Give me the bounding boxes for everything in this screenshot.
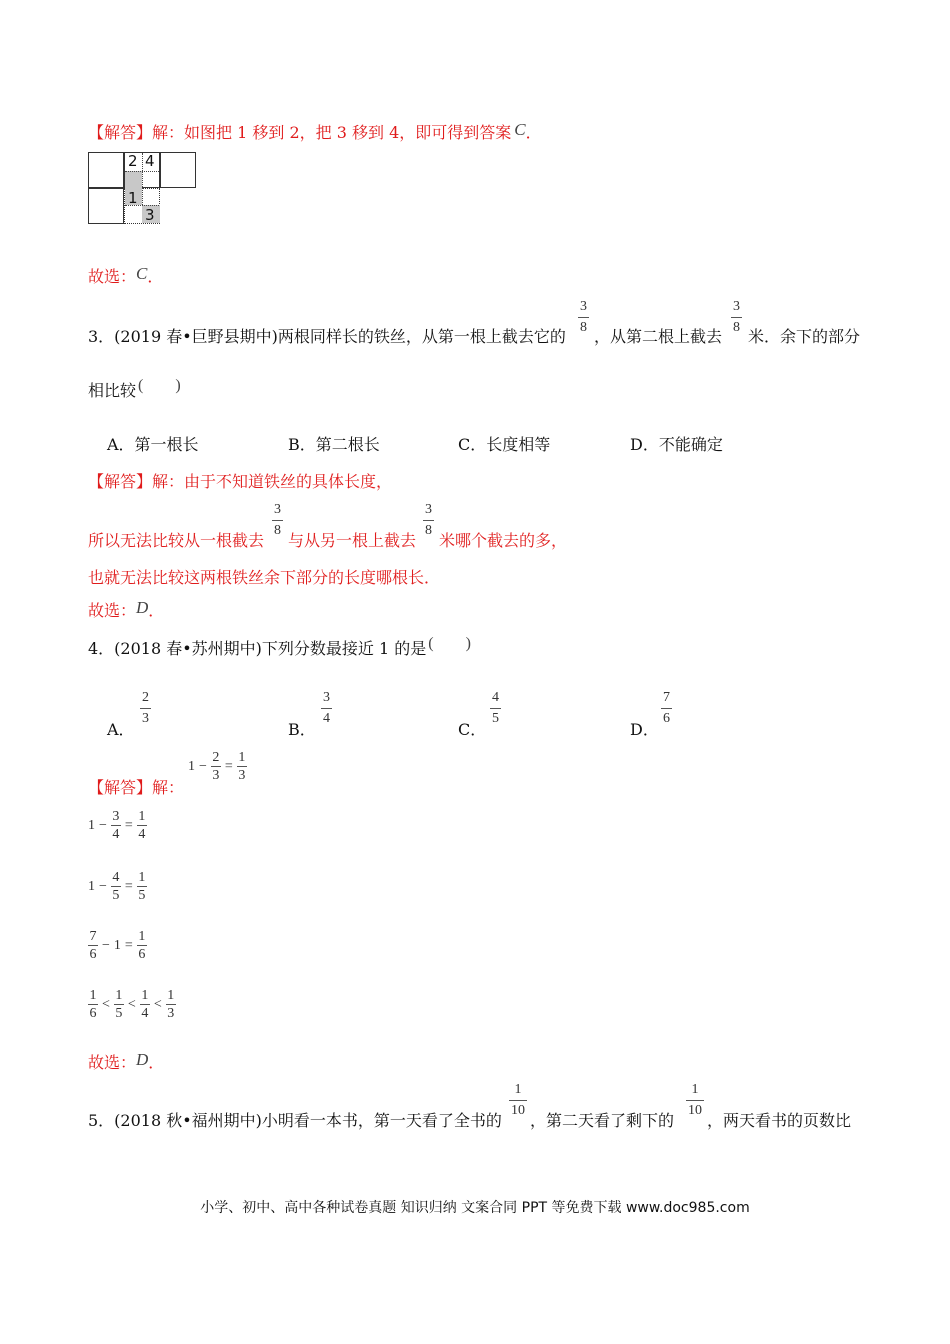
q3-stem-mid: ，从第二根上截去: [594, 327, 723, 346]
q4-option-d-label: D．: [630, 720, 659, 739]
dotted-divider: [125, 171, 159, 172]
q5-stem-b: ，第二天看了剩下的: [530, 1111, 675, 1130]
q4-equation-1: 1 − 2 3 = 1 3: [188, 750, 246, 783]
grid-cell: [160, 152, 196, 188]
q2-choice: 故选：C．: [88, 264, 164, 286]
q5-fraction-1-10: 1 10: [511, 1082, 525, 1118]
q3-choice: 故选：D．: [88, 598, 165, 620]
q3-stem-line2: 相比较 ( ): [88, 377, 181, 400]
q3-answer-line2-end: 米哪个截去的多，: [439, 531, 568, 550]
q4-option-c-fraction: 4 5: [492, 690, 499, 726]
q3-answer-fraction: 3 8: [274, 502, 281, 538]
q3-answer-line2: 所以无法比较从一根截去: [88, 531, 265, 550]
q3-answer-line1: 【解答】解：由于不知道铁丝的具体长度，: [88, 472, 393, 491]
q4-inequality: 1 6 < 1 5 < 1 4 < 1 3: [89, 988, 175, 1021]
q3-stem-end: 米．余下的部分: [748, 327, 861, 346]
q4-option-c-label: C．: [458, 720, 487, 739]
q4-stem: 4．(2018 春•苏州期中)下列分数最接近 1 的是 ( ): [88, 635, 471, 658]
answer-tag: 【解答】: [88, 123, 153, 142]
q3-answer-line3: 也就无法比较这两根铁丝余下部分的长度哪根长．: [88, 568, 441, 587]
cube-net-figure: [88, 152, 198, 224]
q5-fraction-1-10-2: 1 10: [688, 1082, 702, 1118]
q3-answer-line2-mid: 与从另一根上截去: [288, 531, 417, 550]
q3-option-b: B．第二根长: [288, 435, 380, 454]
page-footer: 小学、初中、高中各种试卷真题 知识归纳 文案合同 PPT 等免费下载 www.doc985.com: [200, 1200, 750, 1216]
q5-stem-a: 5．(2018 秋•福州期中)小明看一本书，第一天看了全书的: [88, 1111, 502, 1130]
q4-option-a-label: A．: [107, 720, 135, 739]
q3-option-d: D．不能确定: [630, 435, 723, 454]
label-4: 4: [145, 152, 155, 170]
q4-equation-2: 1 − 3 4 = 1 4: [88, 809, 146, 842]
label-2: 2: [128, 152, 138, 170]
q2-answer-line: 【解答】解：如图把 1 移到 2，把 3 移到 4，即可得到答案 C．: [88, 120, 542, 142]
answer-text: 解：如图把 1 移到 2，把 3 移到 4，即可得到答案: [152, 123, 512, 142]
q4-answer-tag: 【解答】解：: [88, 778, 185, 797]
q4-equation-3: 1 − 4 5 = 1 5: [88, 870, 146, 903]
q3-answer-fraction-2: 3 8: [425, 502, 432, 538]
q3-fraction-3-8: 3 8: [580, 299, 587, 335]
q4-option-d-fraction: 7 6: [663, 690, 670, 726]
q3-option-a: A．第一根长: [107, 435, 199, 454]
q4-option-b-label: B．: [288, 720, 316, 739]
label-1: 1: [128, 189, 138, 207]
q5-stem-c: ，两天看书的页数比: [707, 1111, 852, 1130]
label-3: 3: [145, 206, 155, 224]
q4-option-a-fraction: 2 3: [142, 690, 149, 726]
q3-option-c: C．长度相等: [458, 435, 551, 454]
grid-cell: [88, 188, 124, 224]
q4-option-b-fraction: 3 4: [323, 690, 330, 726]
q4-equation-4: 7 6 − 1 = 1 6: [89, 929, 146, 962]
dotted-divider: [142, 153, 143, 205]
q4-choice: 故选：D．: [88, 1050, 165, 1072]
q3-fraction-3-8-meter: 3 8: [733, 299, 740, 335]
answer-letter: C: [514, 120, 526, 139]
grid-cell: [88, 152, 124, 188]
q3-stem: 3．(2019 春•巨野县期中)两根同样长的铁丝，从第一根上截去它的: [88, 327, 566, 346]
